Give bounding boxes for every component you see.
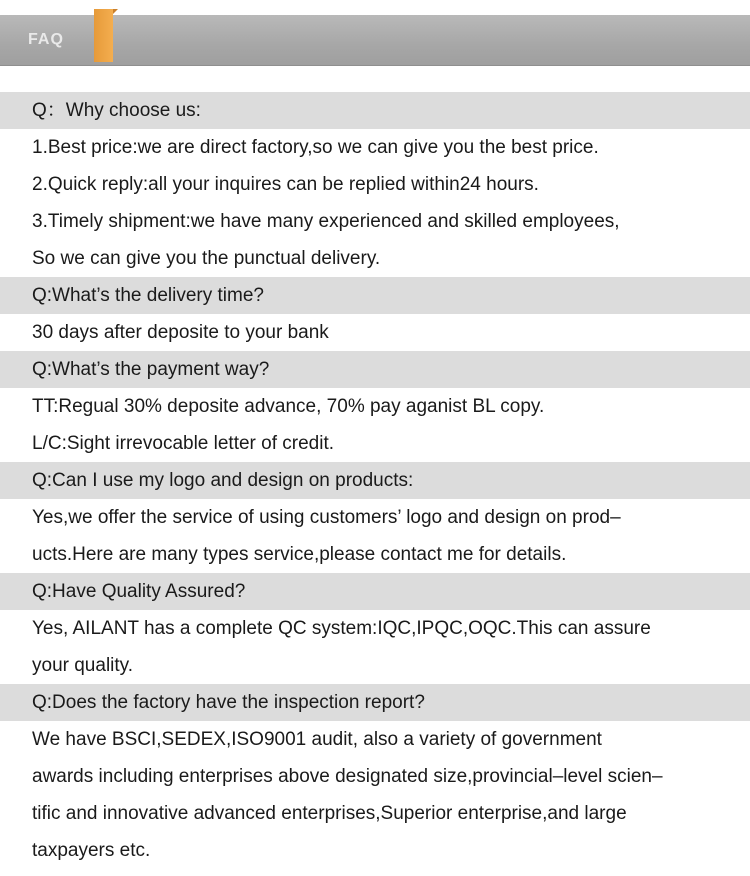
faq-item-quality-assured <box>0 573 750 684</box>
faq-question: Q:Have Quality Assured? <box>0 573 750 610</box>
faq-item-payment-way <box>0 351 750 462</box>
faq-answer-line: Yes, AILANT has a complete QC system:IQC,IPQC,OQC.This can assure <box>32 618 651 639</box>
faq-answer-line: So we can give you the punctual delivery. <box>32 248 381 269</box>
faq-answer-line: 1.Best price:we are direct factory,so we can give you the best price. <box>32 137 599 158</box>
faq-answer-line: ucts.Here are many types service,please contact me for details. <box>32 544 567 565</box>
faq-item-why-choose-us <box>0 92 750 277</box>
faq-answer-line: 2.Quick reply:all your inquires can be replied within24 hours. <box>32 174 539 195</box>
faq-title: FAQ <box>28 31 64 48</box>
faq-question: Q:Can I use my logo and design on products: <box>0 462 750 499</box>
faq-question: Q:What’s the delivery time? <box>0 277 750 314</box>
faq-answer-line: your quality. <box>32 655 134 676</box>
faq-answer-line: 3.Timely shipment:we have many experienced and skilled employees, <box>32 211 620 232</box>
faq-answer-line: taxpayers etc. <box>32 840 151 861</box>
faq-list <box>0 92 750 869</box>
faq-question: Q:Does the factory have the inspection report? <box>0 684 750 721</box>
banner-divider <box>0 65 750 66</box>
faq-answer-line: 30 days after deposite to your bank <box>32 322 329 343</box>
faq-answer-line: We have BSCI,SEDEX,ISO9001 audit, also a variety of government <box>32 729 602 750</box>
faq-answer-line: tific and innovative advanced enterprises,Superior enterprise,and large <box>32 803 627 824</box>
faq-item-delivery-time <box>0 277 750 351</box>
faq-item-logo-design <box>0 462 750 573</box>
faq-question: Q：Why choose us: <box>0 92 750 129</box>
orange-accent-tab <box>94 9 113 62</box>
faq-answer-line: L/C:Sight irrevocable letter of credit. <box>32 433 335 454</box>
faq-item-inspection-report <box>0 684 750 869</box>
accent-fold-shape <box>113 9 118 14</box>
faq-answer-line: TT:Regual 30% deposite advance, 70% pay aganist BL copy. <box>32 396 545 417</box>
faq-answer-line: awards including enterprises above designated size,provincial–level scien– <box>32 766 663 787</box>
faq-answer-line: Yes,we offer the service of using customers’ logo and design on prod– <box>32 507 621 528</box>
faq-question: Q:What’s the payment way? <box>0 351 750 388</box>
